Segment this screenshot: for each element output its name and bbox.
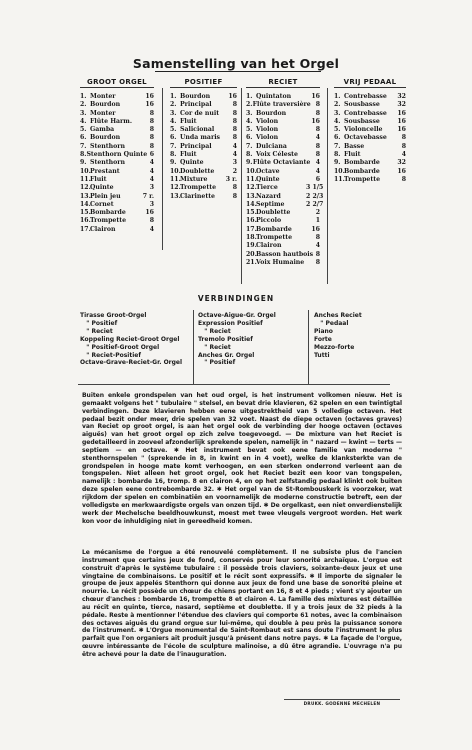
stop-footage: 8 — [232, 126, 237, 134]
stop-name: Violon — [256, 134, 279, 142]
stop-row — [246, 143, 320, 151]
stop-name: Unda maris — [180, 134, 221, 142]
stop-footage: 16 — [311, 225, 320, 233]
division-heading: GROOT ORGEL — [87, 78, 147, 86]
stop-row — [80, 110, 154, 118]
stop-number: 3. — [334, 109, 341, 117]
stop-name: Cornet — [90, 200, 114, 208]
stop-number: 10. — [246, 167, 257, 175]
coupler-item: " Positief — [80, 319, 118, 327]
stop-footage: 8 — [232, 134, 237, 142]
stop-number: 5. — [80, 126, 87, 134]
stop-row — [334, 110, 406, 118]
stop-number: 9. — [246, 159, 253, 167]
stop-name: Salicional — [180, 126, 215, 134]
stop-name: Clarinette — [180, 192, 215, 200]
stop-number: 16. — [246, 217, 257, 225]
stop-row — [246, 134, 320, 142]
stop-name: Basse — [344, 142, 365, 150]
stop-row — [170, 93, 237, 101]
stop-number: 11. — [334, 175, 345, 183]
stop-row — [80, 193, 154, 201]
stop-footage: 4 — [315, 134, 320, 142]
stop-footage: 8 — [149, 117, 154, 125]
stop-name: Contrebasse — [344, 93, 387, 100]
stop-name: Trompette — [180, 184, 217, 192]
stop-footage: 8 — [315, 258, 320, 266]
stop-number: 9. — [334, 159, 341, 167]
stop-footage: 16 — [311, 93, 320, 100]
stop-footage: 16 — [145, 209, 154, 217]
stop-name: Plein jeu — [90, 192, 121, 200]
stop-number: 6. — [246, 134, 253, 142]
stop-row — [80, 93, 154, 101]
printer-imprint: DRUKK. GODENNE MECHELEN — [284, 699, 400, 706]
division-groot-orgel — [80, 78, 154, 234]
stop-footage: 32 — [397, 93, 406, 100]
stop-name: Fluit — [180, 151, 197, 159]
stop-row — [246, 209, 320, 217]
stop-footage: 16 — [145, 93, 154, 100]
stop-row — [246, 226, 320, 234]
stop-footage: 8 — [149, 109, 154, 117]
stop-name: Monter — [90, 109, 116, 117]
stop-footage: 2 2/7 — [306, 200, 324, 208]
stop-number: 12. — [170, 184, 181, 192]
stop-row — [80, 209, 154, 217]
coupler-item: Tremolo Positief — [198, 335, 253, 343]
stop-name: Monter — [90, 93, 116, 100]
stop-row — [80, 126, 154, 134]
stop-name: Voix Humaine — [256, 258, 305, 266]
stop-number: 10. — [334, 167, 345, 175]
stop-number: 15. — [80, 209, 91, 217]
stop-row — [334, 118, 406, 126]
stop-number: 7. — [246, 142, 253, 150]
stop-number: 3. — [246, 109, 253, 117]
stop-name: Bourdon — [90, 134, 121, 142]
stop-footage: 8 — [232, 109, 237, 117]
stop-number: 9. — [80, 159, 87, 167]
coupler-item: " Reciet — [198, 327, 231, 335]
stop-name: Sousbasse — [344, 117, 380, 125]
column-divider — [193, 310, 194, 384]
stop-footage: 4 — [149, 167, 154, 175]
stop-number: 15. — [246, 209, 257, 217]
stop-row — [80, 184, 154, 192]
stop-number: 5. — [246, 126, 253, 134]
division-heading: RECIET — [268, 78, 298, 86]
stop-number: 11. — [80, 175, 91, 183]
stop-row — [170, 126, 237, 134]
stop-row — [80, 168, 154, 176]
stop-row — [334, 134, 406, 142]
stop-name: Bombarde — [90, 209, 126, 217]
stop-name: Cor de nuit — [180, 109, 220, 117]
stop-name: Dulciana — [256, 142, 287, 150]
stop-list — [170, 93, 237, 201]
stop-number: 4. — [246, 117, 253, 125]
stop-row — [80, 226, 154, 234]
stop-row — [170, 118, 237, 126]
stop-number: 12. — [246, 184, 257, 192]
stop-footage: 16 — [397, 167, 406, 175]
column-divider — [308, 310, 309, 384]
stop-number: 5. — [170, 126, 177, 134]
stop-name: Bourdon — [90, 101, 121, 109]
division-heading: POSITIEF — [184, 78, 223, 86]
stop-name: Mixture — [180, 175, 208, 183]
stop-name: Fluit — [344, 151, 361, 159]
stop-footage: 32 — [397, 101, 406, 109]
stop-number: 20. — [246, 250, 257, 258]
coupler-item: " Reciet — [80, 327, 113, 335]
stop-footage: 16 — [397, 109, 406, 117]
coupler-item: " Positief-Groot Orgel — [80, 343, 160, 351]
stop-name: Quinte — [90, 184, 114, 192]
page-title: Samenstelling van het Orgel — [132, 56, 340, 71]
stop-name: Flûte Harm. — [90, 117, 133, 125]
stop-name: Stenthorn — [90, 142, 126, 150]
stop-number: 1. — [80, 93, 87, 100]
stop-number: 7. — [170, 142, 177, 150]
stop-row — [246, 217, 320, 225]
stop-row — [334, 93, 406, 101]
stop-list — [334, 93, 406, 184]
stop-footage: 8 — [315, 101, 320, 109]
coupler-item: Koppeling Reciet-Groot Orgel — [80, 335, 180, 343]
stop-footage: 4 — [149, 159, 154, 167]
stop-number: 14. — [80, 200, 91, 208]
stop-footage: 8 — [149, 142, 154, 150]
stop-name: Flûte traversière — [252, 101, 311, 109]
stop-name: Nazard — [256, 192, 281, 200]
coupler-item: Tutti — [314, 351, 330, 359]
stop-footage: 4 — [315, 242, 320, 250]
stop-row — [80, 134, 154, 142]
stop-row — [80, 101, 154, 109]
stop-row — [80, 151, 154, 159]
stop-name: Principal — [180, 142, 212, 150]
stop-number: 8. — [80, 151, 87, 159]
stop-number: 6. — [334, 134, 341, 142]
stop-number: 16. — [80, 217, 91, 225]
stop-name: Quintaton — [256, 93, 292, 100]
stop-footage: 16 — [397, 117, 406, 125]
verbindingen-column — [198, 312, 298, 367]
stop-row — [170, 168, 237, 176]
stop-name: Violon — [256, 117, 279, 125]
stop-number: 4. — [170, 117, 177, 125]
stop-footage: 4 — [149, 175, 154, 183]
stop-name: Bourdon — [256, 109, 287, 117]
stop-row — [170, 151, 237, 159]
stop-footage: 2 — [232, 167, 237, 175]
stop-list — [80, 93, 154, 234]
verbindingen-column — [80, 312, 192, 367]
stop-number: 2. — [170, 101, 177, 109]
stop-name: Octave — [256, 167, 280, 175]
stop-footage: 8 — [232, 192, 237, 200]
stop-name: Gamba — [90, 126, 115, 134]
stop-row — [246, 101, 320, 109]
stop-footage: 16 — [145, 101, 154, 109]
stop-number: 9. — [170, 159, 177, 167]
stop-name: Violon — [256, 126, 279, 134]
verbindingen-heading: VERBINDINGEN — [197, 294, 275, 303]
coupler-item: " Positief — [198, 359, 236, 367]
division-heading: VRIJ PEDAAL — [343, 78, 397, 86]
stop-footage: 4 — [315, 167, 320, 175]
stop-row — [334, 143, 406, 151]
stop-row — [246, 259, 320, 267]
stop-number: 17. — [246, 225, 257, 233]
title-underline — [155, 71, 321, 72]
division-vrij-pedaal — [334, 78, 406, 184]
coupler-item: " Reciet-Positief — [80, 351, 141, 359]
stop-number: 13. — [246, 192, 257, 200]
stop-name: Doublette — [256, 209, 291, 217]
stop-footage: 4 — [315, 159, 320, 167]
stop-footage: 6 — [315, 175, 320, 183]
stop-footage: 8 — [315, 234, 320, 242]
stop-name: Basson hautbois — [256, 250, 314, 258]
coupler-item: Expression Positief — [198, 319, 263, 327]
stop-name: Principal — [180, 101, 212, 109]
stop-number: 5. — [334, 126, 341, 134]
stop-row — [170, 134, 237, 142]
stop-number: 11. — [246, 175, 257, 183]
stop-number: 14. — [246, 200, 257, 208]
stop-footage: 8 — [401, 142, 406, 150]
stop-row — [334, 151, 406, 159]
stop-number: 2. — [334, 101, 341, 109]
stop-row — [334, 126, 406, 134]
stop-row — [246, 151, 320, 159]
stop-row — [334, 168, 406, 176]
stop-number: 13. — [170, 192, 181, 200]
stop-row — [246, 176, 320, 184]
stop-name: Trompette — [90, 217, 127, 225]
stop-number: 8. — [170, 151, 177, 159]
stop-row — [170, 101, 237, 109]
coupler-item: Octave-Grave-Reciet-Gr. Orgel — [80, 359, 183, 367]
stop-name: Bombarde — [344, 167, 380, 175]
heading-rule — [246, 87, 320, 88]
stop-number: 7. — [334, 142, 341, 150]
stop-footage: 7 r. — [142, 192, 154, 200]
stop-footage: 8 — [401, 134, 406, 142]
stop-name: Quinte — [256, 175, 280, 183]
stop-footage: 1 — [315, 217, 320, 225]
coupler-item: Anches Reciet — [314, 312, 362, 319]
stop-name: Clairon — [90, 225, 116, 233]
stop-footage: 4 — [149, 225, 154, 233]
stop-row — [170, 110, 237, 118]
stop-row — [80, 159, 154, 167]
stop-footage: 8 — [149, 217, 154, 225]
stop-name: Trompette — [344, 175, 381, 183]
stop-number: 6. — [80, 134, 87, 142]
stop-footage: 3 — [149, 200, 154, 208]
stop-row — [170, 184, 237, 192]
stop-row — [246, 242, 320, 250]
stop-name: Sousbasse — [344, 101, 380, 109]
stop-name: Septime — [256, 200, 285, 208]
stop-row — [80, 143, 154, 151]
stop-name: Octavebasse — [344, 134, 387, 142]
stop-name: Bourdon — [180, 93, 211, 100]
stop-footage: 8 — [149, 134, 154, 142]
stop-footage: 6 — [149, 151, 154, 159]
stop-footage: 8 — [315, 109, 320, 117]
stop-name: Fluit — [90, 175, 107, 183]
stop-footage: 4 — [401, 151, 406, 159]
stop-row — [246, 184, 324, 192]
stop-name: Bombarde — [256, 225, 292, 233]
stop-footage: 2 2/3 — [306, 192, 324, 200]
heading-rule — [334, 87, 406, 88]
stop-name: Stenthorn — [90, 159, 126, 167]
section-rule — [78, 384, 390, 385]
verbindingen-column — [314, 312, 394, 359]
stop-row — [246, 251, 320, 259]
stop-name: Piccolo — [256, 217, 282, 225]
stop-name: Bombarde — [344, 159, 380, 167]
stop-name: Doublette — [180, 167, 215, 175]
stop-number: 2. — [80, 101, 87, 109]
division-positief — [170, 78, 237, 201]
coupler-item: Mezzo-forte — [314, 343, 355, 351]
stop-footage: 16 — [397, 126, 406, 134]
stop-footage: 8 — [401, 175, 406, 183]
stop-footage: 16 — [228, 93, 237, 100]
stop-number: 1. — [170, 93, 177, 100]
stop-number: 3. — [170, 109, 177, 117]
stop-number: 2. — [246, 101, 253, 109]
stop-row — [80, 176, 154, 184]
stop-row — [80, 217, 154, 225]
stop-footage: 8 — [315, 151, 320, 159]
stop-row — [170, 143, 237, 151]
stop-row — [246, 126, 320, 134]
stop-footage: 8 — [315, 250, 320, 258]
stop-number: 1. — [246, 93, 253, 100]
stop-number: 3. — [80, 109, 87, 117]
stop-number: 8. — [334, 151, 341, 159]
stop-row — [246, 200, 324, 209]
description-dutch: Buiten enkele grondspelen van het oud orgel, is het instrument volkomen nieuw. Het is gemaakt volgens het " tubulaire " stelsel, en bevat drie klavieren, 62 spelen en een twintigtal verbindingen. Deze klavieren hebben eene uitgestrektheid van 5 volledige octaven. Het pedaal bezit onder meer, drie spelen van 32 voet. Naast de diepe octaven (octaves graves) van Reciet op groot orgel, is aan het orgel ook de verbinding der hooge octaven (octaves aiguës) van het groot orgel op zich zelve toegevoegd. — De mixture van het Reciet is gedetailleerd in zooveel afzonderlijk sprekende spelen, namelijk in " nazard — kwint — terts — septiem — en octave. ✱ Het instrument bevat ook eene familie van moderne " stenthornspelen " (sprekende in 8, in kwint en in 4 voet), welke de klanksterkte van de grondspelen in hooge mate komt verhoogen, en een sterken onderrond verleent aan de tongspelen. Niet alleen het groot orgel, ook het Reciet bezit een koor van tongspelen, namelijk : bombarde 16, tromp. 8 en clairon 4, en op het zelfstandig pedaal klinkt ook buiten deze spelen eene contrebombarde 32. ✱ Het orgel van de St-Rombouskerk is voorzeker, wat rijkdom der spelen en combinatiën en voornamelijk de moderne constructie betreft, een der volledigste en merkwaardigste orgels van onzen tijd. ✱ De orgelkast, een niet onverdienstelijk werk der Mechelsche beeldhouwkunst, moest met twee vleugels vergroot worden. Het werk kon voor de inhuldiging niet in gereedheid komen. — [82, 392, 402, 525]
heading-rule — [170, 87, 237, 88]
stop-row — [246, 110, 320, 118]
stop-row — [246, 159, 320, 167]
column-divider — [241, 88, 242, 284]
stop-name: Trompette — [256, 234, 293, 242]
stop-number: 21. — [246, 258, 257, 266]
stop-footage: 8 — [315, 126, 320, 134]
stop-row — [246, 93, 320, 101]
stop-number: 17. — [80, 225, 91, 233]
stop-row — [170, 176, 237, 184]
stop-row — [80, 118, 154, 126]
stop-row — [170, 159, 237, 167]
coupler-item: Tirasse Groot-Orgel — [80, 312, 147, 319]
stop-footage: 8 — [232, 117, 237, 125]
stop-footage: 3 — [149, 184, 154, 192]
stop-name: Quinte — [180, 159, 204, 167]
stop-row — [246, 192, 324, 201]
stop-row — [170, 193, 237, 201]
stop-name: Prestant — [90, 167, 120, 175]
stop-footage: 16 — [311, 117, 320, 125]
stop-number: 7. — [80, 142, 87, 150]
stop-number: 12. — [80, 184, 91, 192]
column-divider — [327, 88, 328, 284]
stop-footage: 8 — [232, 101, 237, 109]
coupler-item: " Pedaal — [314, 319, 349, 327]
stop-footage: 32 — [397, 159, 406, 167]
stop-number: 19. — [246, 242, 257, 250]
stop-footage: 4 — [232, 142, 237, 150]
stop-row — [334, 159, 406, 167]
stop-name: Stenthorn Quinte — [86, 151, 148, 159]
stop-footage: 8 — [232, 184, 237, 192]
coupler-item: Octave-Aigue-Gr. Orgel — [198, 312, 276, 319]
stop-number: 6. — [170, 134, 177, 142]
coupler-item: Anches Gr. Orgel — [198, 351, 255, 359]
stop-number: 4. — [334, 117, 341, 125]
stop-number: 4. — [80, 117, 87, 125]
division-reciet — [246, 78, 324, 267]
stop-number: 11. — [170, 175, 181, 183]
stop-number: 8. — [246, 151, 253, 159]
stop-row — [334, 101, 406, 109]
coupler-item: " Reciet — [198, 343, 231, 351]
stop-name: Voix Céleste — [256, 151, 298, 159]
heading-rule — [80, 87, 154, 88]
stop-name: Tierce — [256, 184, 278, 192]
description-french: Le mécanisme de l'orgue a été renouvelé complètement. Il ne subsiste plus de l'ancien instrument que certains jeux de fond, conservés pour leur sonorité archaïque. L'orgue est construit d'après le système tubulaire : il possède trois claviers, soixante-deux jeux et une vingtaine de combinaisons. Le positif et le récit sont expressifs. ✱ Il importe de signaler le groupe de jeux appelés Stenthorn qui donne aux jeux de fond une base de sonorité pleine et nourrie. Le récit possède un chœur de chiens portant en 16, 8 et 4 pieds ; vient s'y ajouter un chœur d'anches : bombarde 16, trompette 8 et clairon 4. La famille des mixtures est détaillée au récit en quinte, tierce, nasard, septième et doublette. Il y a trois jeux de 32 pieds à la pédale. Reste à mentionner l'étendue des claviers qui comporte 61 notes, avec la combinaison des octaves aiguës du grand orgue sur lui-même, qui double à peu près la puissance sonore de l'instrument. ✱ L'Orgue monumental de Saint-Rombaut est sans doute l'instrument le plus parfait que l'on organiers ait produit jusqu'à présent dans notre pays. ✱ La façade de l'orgue, œuvre intéressante de l'école de sculpture malinoise, a dû être agrandie. L'ouvrage n'a pu être achevé pour la date de l'inauguration. — [82, 549, 402, 658]
stop-number: 10. — [80, 167, 91, 175]
stop-number: 13. — [80, 192, 91, 200]
stop-name: Flûte Octaviante — [252, 159, 311, 167]
stop-row — [80, 201, 154, 209]
column-divider — [162, 88, 163, 250]
stop-footage: 2 — [315, 209, 320, 217]
coupler-item: Forte — [314, 335, 332, 343]
stop-footage: 8 — [315, 142, 320, 150]
stop-footage: 4 — [232, 151, 237, 159]
stop-row — [246, 118, 320, 126]
stop-name: Violoncelle — [344, 126, 383, 134]
stop-footage: 3 — [232, 159, 237, 167]
stop-footage: 3 r. — [225, 175, 237, 183]
stop-number: 1. — [334, 93, 341, 100]
coupler-item: Piano — [314, 327, 333, 335]
stop-name: Contrebasse — [344, 109, 387, 117]
stop-footage: 8 — [149, 126, 154, 134]
stop-list — [246, 93, 324, 267]
stop-row — [334, 176, 406, 184]
stop-name: Fluit — [180, 117, 197, 125]
stop-name: Clairon — [256, 242, 282, 250]
stop-footage: 3 1/5 — [306, 184, 324, 192]
stop-number: 18. — [246, 234, 257, 242]
stop-row — [246, 168, 320, 176]
stop-row — [246, 234, 320, 242]
stop-number: 10. — [170, 167, 181, 175]
